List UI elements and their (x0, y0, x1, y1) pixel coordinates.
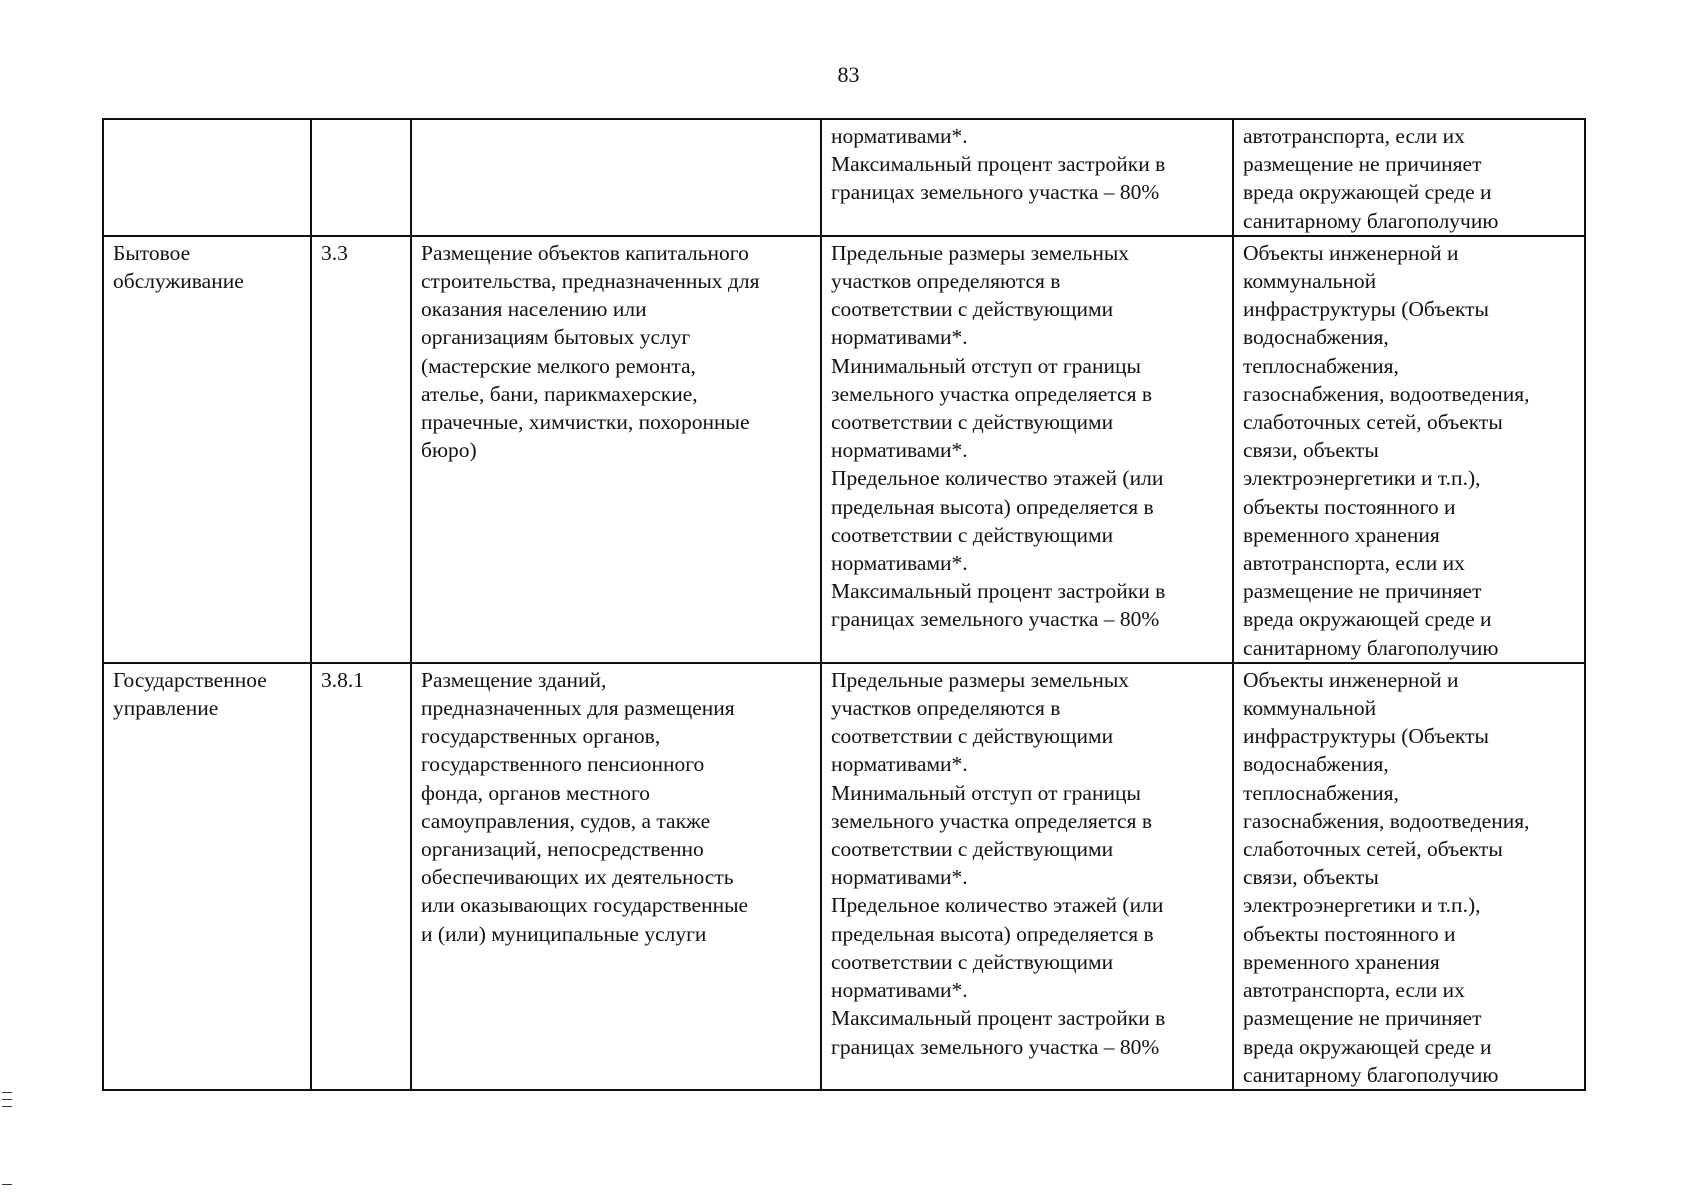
text-line: соответствии с действующими (831, 522, 1114, 547)
text-line: электроэнергетики и т.п.), (1243, 466, 1481, 491)
text-line: управление (113, 696, 219, 721)
use-name-cell (103, 663, 311, 1090)
use-code-cell (311, 119, 411, 236)
text-line: обслуживание (113, 269, 244, 294)
text-line: Государственное (113, 667, 267, 692)
text-line: связи, объекты (1243, 438, 1379, 463)
text-line: Максимальный процент застройки в (831, 1006, 1166, 1031)
scan-margin-mark (2, 1106, 12, 1107)
page-number: 83 (837, 62, 860, 87)
text-line: вреда окружающей среде и (1243, 1034, 1492, 1059)
text-line: размещение не причиняет (1243, 579, 1482, 604)
text-line: Минимальный отступ от границы (831, 353, 1141, 378)
text-line: (мастерские мелкого ремонта, (421, 353, 696, 378)
text-line: инфраструктуры (Объекты (1243, 724, 1490, 749)
text-line: земельного участка определяется в (831, 381, 1152, 406)
text-line: нормативами*. (831, 325, 968, 350)
text-line: связи, объекты (1243, 865, 1379, 890)
text-line: прачечные, химчистки, похоронные (421, 410, 750, 435)
text-line: Предельное количество этажей (или (831, 466, 1164, 491)
text-line: соответствии с действующими (831, 837, 1114, 862)
parameters-cell (821, 663, 1233, 1090)
text-line: Размещение зданий, (421, 667, 607, 692)
use-name-cell (103, 236, 311, 663)
text-line: вреда окружающей среде и (1243, 180, 1492, 205)
text-line: самоуправления, судов, а также (421, 808, 711, 833)
text-line: размещение не причиняет (1243, 1006, 1482, 1031)
text-line: Предельное количество этажей (или (831, 893, 1164, 918)
text-line: водоснабжения, (1243, 325, 1389, 350)
use-description-cell (411, 663, 821, 1090)
text-line: ателье, бани, парикмахерские, (421, 381, 698, 406)
text-line: границах земельного участка – 80% (831, 180, 1160, 205)
text-line: участков определяются в (831, 269, 1061, 294)
text-line: размещение не причиняет (1243, 152, 1482, 177)
text-line: Объекты инженерной и (1243, 240, 1459, 265)
text-line: слаботочных сетей, объекты (1243, 837, 1503, 862)
land-use-table (102, 118, 1586, 1091)
auxiliary-uses-cell (1233, 119, 1585, 236)
text-line: водоснабжения, (1243, 752, 1389, 777)
parameters-cell (821, 236, 1233, 663)
table-row (103, 119, 1585, 236)
text-line: нормативами*. (831, 752, 968, 777)
text-line: или оказывающих государственные (421, 893, 749, 918)
text-line: автотранспорта, если их (1243, 978, 1465, 1003)
text-line: коммунальной (1243, 269, 1377, 294)
text-line: организациям бытовых услуг (421, 325, 691, 350)
text-line: теплоснабжения, (1243, 780, 1399, 805)
table-row (103, 663, 1585, 1090)
text-line: нормативами*. (831, 865, 968, 890)
text-line: предназначенных для размещения (421, 696, 735, 721)
text-line: автотранспорта, если их (1243, 551, 1465, 576)
text-line: временного хранения (1243, 522, 1440, 547)
text-line: предельная высота) определяется в (831, 921, 1154, 946)
text-line: Предельные размеры земельных (831, 667, 1130, 692)
text-line: соответствии с действующими (831, 949, 1114, 974)
text-line: Минимальный отступ от границы (831, 780, 1141, 805)
text-line: нормативами*. (831, 124, 968, 148)
auxiliary-uses-cell (1233, 236, 1585, 663)
use-description-cell (411, 119, 821, 236)
text-line: Объекты инженерной и (1243, 667, 1459, 692)
text-line: Бытовое (113, 240, 191, 265)
text-line: нормативами*. (831, 438, 968, 463)
text-line: газоснабжения, водоотведения, (1243, 381, 1530, 406)
text-line: соответствии с действующими (831, 297, 1114, 322)
text-line: государственного пенсионного (421, 752, 705, 777)
text-line: предельная высота) определяется в (831, 494, 1154, 519)
use-code-cell: 3.3 (311, 236, 411, 663)
text-line: вреда окружающей среде и (1243, 607, 1492, 632)
text-line: теплоснабжения, (1243, 353, 1399, 378)
text-line: фонда, органов местного (421, 780, 650, 805)
text-line: Предельные размеры земельных (831, 240, 1130, 265)
text-line: участков определяются в (831, 696, 1061, 721)
text-line: инфраструктуры (Объекты (1243, 297, 1490, 322)
text-line: объекты постоянного и (1243, 494, 1456, 519)
text-line: государственных органов, (421, 724, 661, 749)
text-line: санитарному благополучию (1243, 635, 1499, 660)
text-line: нормативами*. (831, 551, 968, 576)
text-line: бюро) (421, 438, 477, 463)
text-line: границах земельного участка – 80% (831, 1034, 1160, 1059)
text-line: соответствии с действующими (831, 724, 1114, 749)
text-line: слаботочных сетей, объекты (1243, 410, 1503, 435)
text-line: соответствии с действующими (831, 410, 1114, 435)
text-line: электроэнергетики и т.п.), (1243, 893, 1481, 918)
auxiliary-uses-cell (1233, 663, 1585, 1090)
text-line: Максимальный процент застройки в (831, 152, 1166, 177)
text-line: Максимальный процент застройки в (831, 579, 1166, 604)
text-line: объекты постоянного и (1243, 921, 1456, 946)
parameters-cell (821, 119, 1233, 236)
scan-margin-mark (2, 1092, 12, 1093)
text-line: границах земельного участка – 80% (831, 607, 1160, 632)
text-line: и (или) муниципальные услуги (421, 921, 707, 946)
text-line: санитарному благополучию (1243, 1062, 1499, 1087)
text-line: строительства, предназначенных для (421, 269, 760, 294)
text-line: оказания населению или (421, 297, 647, 322)
scan-margin-mark (2, 1184, 12, 1185)
text-line: нормативами*. (831, 978, 968, 1003)
text-line: санитарному благополучию (1243, 208, 1499, 233)
table-row (103, 236, 1585, 663)
scan-margin-mark (2, 1099, 12, 1100)
text-line: организаций, непосредственно (421, 837, 704, 862)
text-line: земельного участка определяется в (831, 808, 1152, 833)
text-line: коммунальной (1243, 696, 1377, 721)
use-code-cell: 3.8.1 (311, 663, 411, 1090)
text-line: газоснабжения, водоотведения, (1243, 808, 1530, 833)
text-line: автотранспорта, если их (1243, 124, 1465, 148)
text-line: временного хранения (1243, 949, 1440, 974)
use-description-cell (411, 236, 821, 663)
use-name-cell (103, 119, 311, 236)
text-line: Размещение объектов капитального (421, 240, 749, 265)
text-line: обеспечивающих их деятельность (421, 865, 734, 890)
